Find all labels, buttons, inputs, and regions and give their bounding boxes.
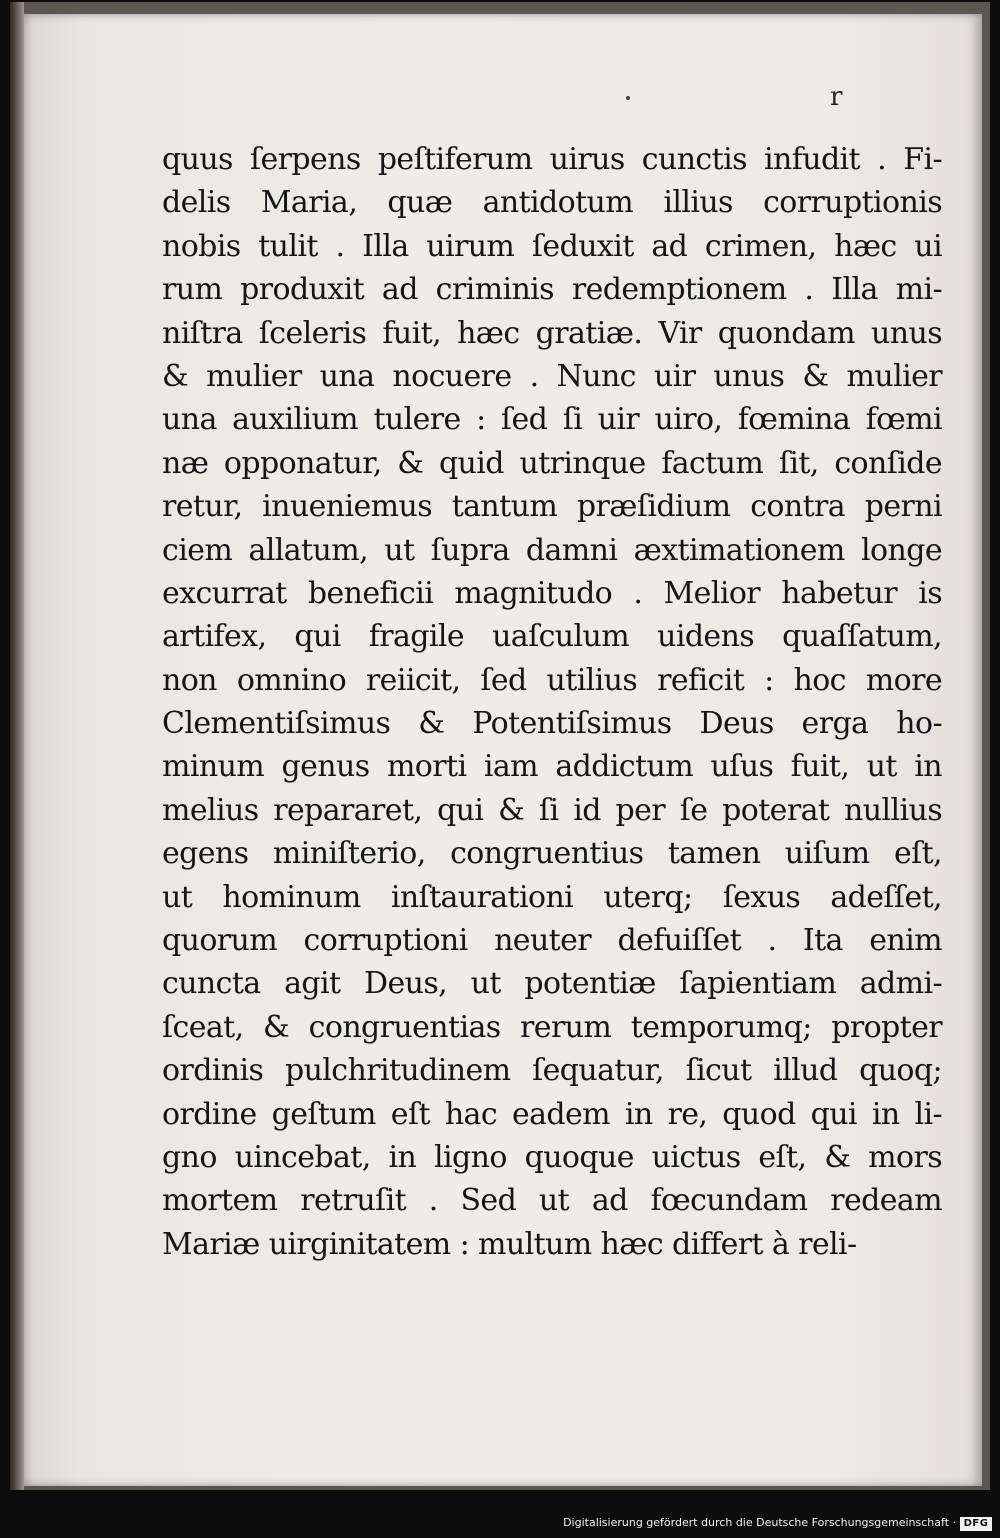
text-line: artifex, qui fragile uaſculum uidens quaſſatum, [162, 619, 942, 655]
text-line: ordine geſtum eſt hac eadem in re, quod qui in li- [162, 1096, 942, 1132]
ink-dot [626, 96, 630, 100]
text-line: retur, inueniemus tantum præſidium contra perni [162, 489, 942, 525]
footer-bar [0, 1514, 1000, 1538]
text-line: quus ſerpens peſtiferum uirus cunctis infudit . Fi- [162, 142, 942, 177]
text-line: ut hominum inſtaurationi uterq; ſexus adeſſet, [162, 879, 942, 915]
text-line: delis Maria, quæ antidotum illius corruptionis [162, 185, 942, 221]
dfg-logo-icon: DFG [960, 1517, 992, 1531]
text-line: egens miniſterio, congruentius tamen uiſum eſt, [162, 836, 942, 872]
text-line: & mulier una nocuere . Nunc uir unus & mulier [162, 358, 942, 394]
page-corner-mark: r [830, 82, 843, 112]
text-line: Mariæ uirginitatem : multum hæc differt à reli- [162, 1226, 857, 1262]
text-line: næ opponatur, & quid utrinque factum ſit, conſide [162, 445, 942, 481]
text-line: Clementiſsimus & Potentiſsimus Deus erga ho- [162, 706, 942, 742]
text-line: niſtra ſceleris fuit, hæc gratiæ. Vir quondam unus [162, 315, 942, 351]
text-line: melius repararet, qui & ſi id per ſe poterat nullius [162, 792, 942, 828]
text-line: una auxilium tulere : ſed ſi uir uiro, fœmina fœmi [162, 402, 942, 438]
text-line: excurrat beneficii magnitudo . Melior habetur is [162, 575, 942, 611]
text-line: non omnino reiicit, ſed utilius reficit : hoc more [162, 662, 942, 698]
text-line: minum genus morti iam addictum uſus fuit, ut in [162, 749, 942, 785]
text-line: gno uincebat, in ligno quoque uictus eſt, & mors [162, 1139, 942, 1175]
page-binding-edge [10, 2, 24, 1490]
text-line: nobis tulit . Illa uirum ſeduxit ad crimen, hæc ui [162, 228, 942, 264]
text-line: ſceat, & congruentias rerum temporumq; propter [162, 1009, 942, 1045]
text-line: ciem allatum, ut ſupra damni æxtimationem longe [162, 532, 942, 568]
text-line: cuncta agit Deus, ut potentiæ ſapientiam admi- [162, 966, 942, 1002]
text-line: quorum corruptioni neuter defuiſſet . Ita enim [162, 923, 942, 959]
funding-credit: Digitalisierung gefördert durch die Deutsche Forschungsgemeinschaft · [563, 1516, 956, 1529]
text-line: mortem retruſit . Sed ut ad fœcundam redeam [162, 1183, 942, 1219]
body-text [162, 138, 942, 1266]
text-line: rum produxit ad criminis redemptionem . Illa mi- [162, 272, 942, 308]
text-line: ordinis pulchritudinem ſequatur, ſicut illud quoq; [162, 1053, 942, 1089]
